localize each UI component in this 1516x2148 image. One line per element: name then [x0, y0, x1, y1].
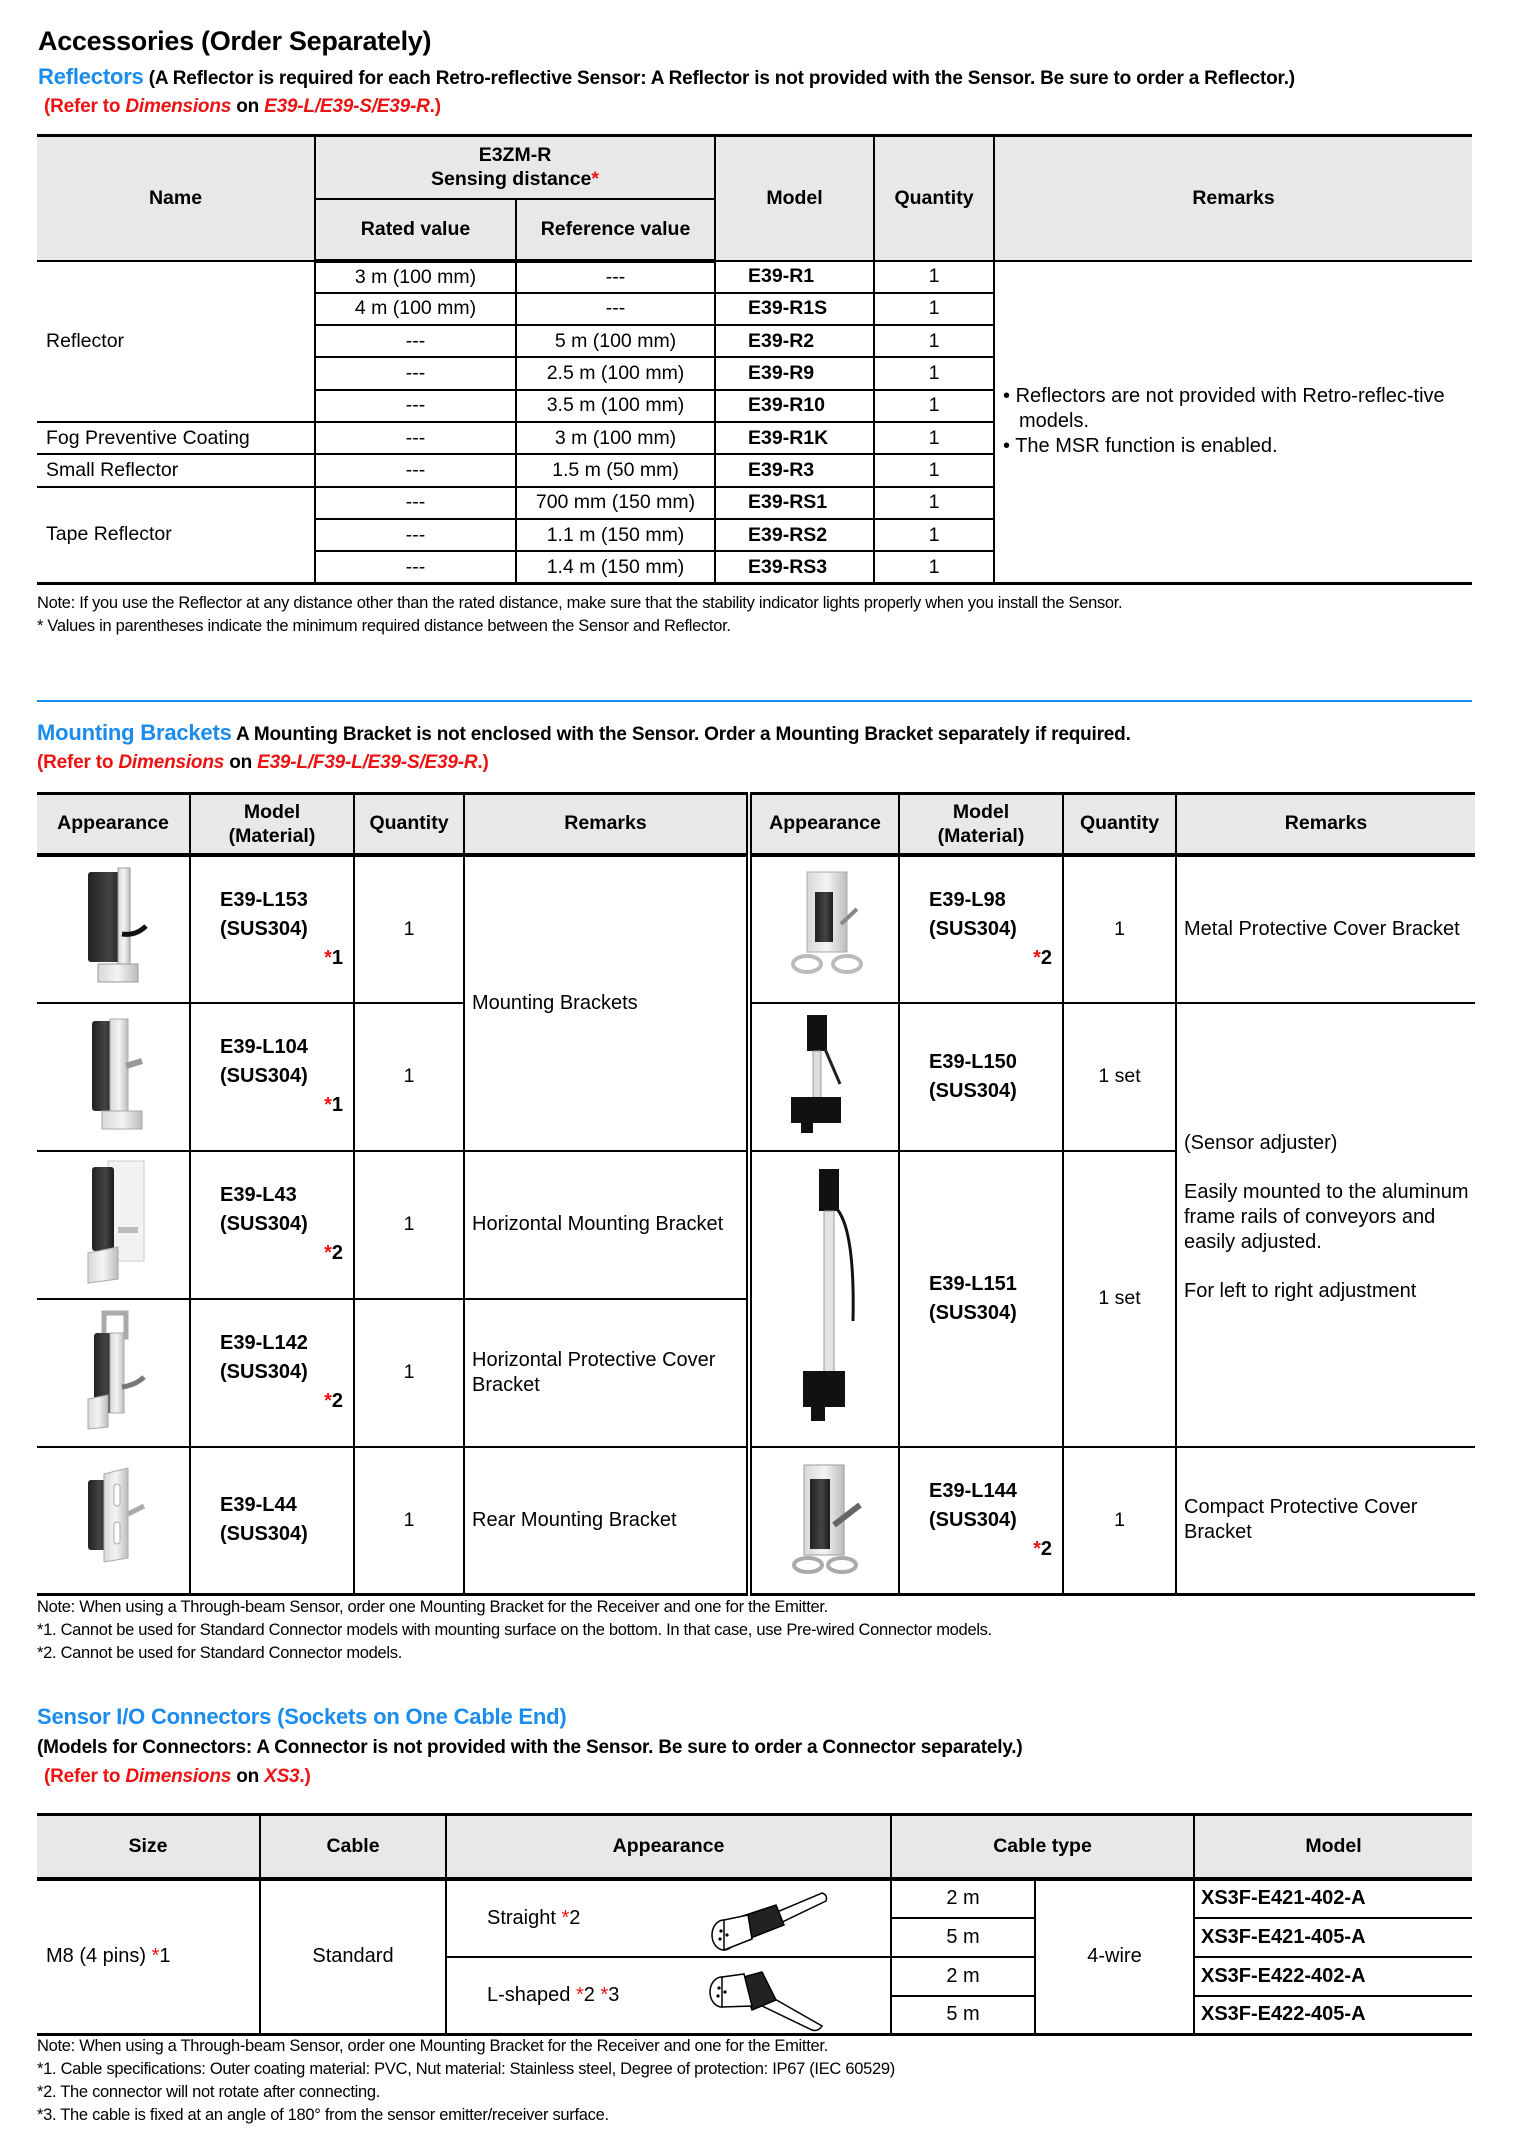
- rated-cell: ---: [315, 487, 516, 519]
- note-line: *2. The connector will not rotate after connecting.: [37, 2083, 381, 2101]
- reference-cell: 2.5 m (100 mm): [516, 357, 715, 389]
- appearance-cell: [749, 1151, 899, 1447]
- model-cell: [899, 855, 1063, 1003]
- refer-target-link[interactable]: E39-L/F39-L/E39-S/E39-R: [257, 752, 478, 773]
- rated-cell: ---: [315, 357, 516, 389]
- model-cell: XS3F-E421-402-A: [1194, 1879, 1472, 1918]
- header-model: Model: [243, 800, 301, 823]
- qty-cell: 1: [354, 855, 464, 1003]
- brackets-heading: Mounting Brackets: [37, 720, 232, 745]
- material: (SUS304): [929, 1301, 1017, 1324]
- model-cell: E39-R10: [715, 390, 874, 422]
- header-sensing-distance: [315, 136, 715, 199]
- refer-prefix: (Refer to: [37, 752, 119, 773]
- footnote-ref: *2: [324, 1242, 343, 1264]
- material: (SUS304): [929, 917, 1017, 940]
- model-cell: E39-R9: [715, 357, 874, 389]
- qty-cell: 1: [874, 454, 994, 486]
- model-cell: E39-RS3: [715, 551, 874, 583]
- sensor-adjuster-photo-l150-icon: [785, 1009, 865, 1139]
- model-cell: E39-RS2: [715, 519, 874, 551]
- model-number: E39-L153: [220, 888, 308, 911]
- qty-cell: 1 set: [1063, 1151, 1176, 1447]
- header-quantity: Quantity: [1063, 794, 1176, 855]
- appearance-cell: [37, 1003, 190, 1151]
- material: (SUS304): [220, 1523, 308, 1546]
- header-quantity: Quantity: [874, 136, 994, 261]
- refer-target-link[interactable]: E39-L/E39-S/E39-R: [264, 96, 430, 117]
- note-line: *2. Cannot be used for Standard Connector models.: [37, 1644, 403, 1662]
- note-line: Note: When using a Through-beam Sensor, order one Mounting Bracket for the Receiver and one for the Emitter.: [37, 1598, 828, 1616]
- model-number: E39-L151: [929, 1272, 1017, 1295]
- model-cell: [190, 1299, 354, 1447]
- header-material: (Material): [228, 824, 316, 847]
- bracket-photo-l43-icon: [78, 1157, 148, 1287]
- size-value: M8 (4 pins): [46, 1945, 152, 1968]
- header-model: Model: [715, 136, 874, 261]
- note-line: Note: When using a Through-beam Sensor, order one Mounting Bracket for the Receiver and one for the Emitter.: [37, 2037, 828, 2055]
- model-number: E39-L150: [929, 1050, 1017, 1073]
- footnote-ref: *1: [324, 946, 343, 969]
- model-cell: E39-R2: [715, 325, 874, 357]
- size-cell: M8 (4 pins) *1: [37, 1879, 260, 2035]
- reference-cell: 3.5 m (100 mm): [516, 390, 715, 422]
- qty-cell: 1: [874, 357, 994, 389]
- bracket-photo-l142-icon: [78, 1307, 148, 1432]
- model-cell: XS3F-E421-405-A: [1194, 1918, 1472, 1957]
- header-remarks: Remarks: [464, 794, 749, 855]
- model-number: E39-L142: [220, 1332, 308, 1354]
- model-number: E39-L44: [220, 1494, 297, 1517]
- model-cell: XS3F-E422-402-A: [1194, 1957, 1472, 1996]
- header-quantity: Quantity: [354, 794, 464, 855]
- header-sensing-label: Sensing distance: [431, 168, 592, 191]
- model-cell: [899, 1003, 1063, 1151]
- appearance-cell: [37, 855, 190, 1003]
- header-model: Model: [952, 800, 1010, 823]
- header-model-material: [190, 794, 354, 855]
- qty-cell: 1: [874, 325, 994, 357]
- qty-cell: 1: [1063, 855, 1176, 1003]
- header-cable: Cable: [260, 1815, 446, 1879]
- remarks-cell: Mounting Brackets: [464, 855, 749, 1151]
- refer-suffix: .): [299, 1766, 311, 1787]
- model-cell: E39-R1S: [715, 293, 874, 325]
- qty-cell: 1: [1063, 1447, 1176, 1595]
- material: (SUS304): [929, 1508, 1017, 1531]
- reference-cell: 3 m (100 mm): [516, 422, 715, 454]
- header-remarks: Remarks: [1176, 794, 1475, 855]
- wire-cell: 4-wire: [1035, 1879, 1194, 2035]
- header-name: Name: [37, 136, 315, 261]
- refer-on: on: [224, 752, 258, 773]
- model-cell: [190, 1003, 354, 1151]
- qty-cell: 1: [874, 519, 994, 551]
- footnote-ref: *2: [1033, 1537, 1052, 1560]
- note-line: Note: If you use the Reflector at any distance other than the rated distance, make sure that the stability indicator lights properly when you install the Sensor.: [37, 594, 1123, 612]
- footnote-ref: 2: [583, 1983, 595, 2006]
- model-number: E39-L104: [220, 1036, 308, 1058]
- header-star: *: [591, 168, 599, 191]
- brackets-notes: [37, 1596, 992, 1665]
- material: (SUS304): [220, 1065, 308, 1087]
- reference-cell: 1.5 m (50 mm): [516, 454, 715, 486]
- material: (SUS304): [220, 1361, 308, 1383]
- bracket-photo-l98-icon: [785, 864, 865, 989]
- qty-cell: 1: [874, 261, 994, 293]
- material: (SUS304): [220, 917, 308, 940]
- model-number: E39-L144: [929, 1479, 1017, 1502]
- rated-cell: ---: [315, 454, 516, 486]
- material: (SUS304): [929, 1079, 1017, 1102]
- table-row: [37, 1003, 1475, 1151]
- remark-text: The MSR function is enabled.: [1015, 435, 1278, 458]
- rated-cell: 3 m (100 mm): [315, 261, 516, 293]
- model-number: E39-L98: [929, 888, 1006, 911]
- model-cell: [190, 1447, 354, 1595]
- header-model-material: [899, 794, 1063, 855]
- refer-prefix: (Refer to: [44, 1766, 126, 1787]
- remarks-cell: Horizontal Mounting Bracket: [464, 1151, 749, 1299]
- remarks-cell: Compact Protective Cover Bracket: [1176, 1447, 1475, 1595]
- remarks-cell: Horizontal Protective Cover Bracket: [464, 1299, 749, 1447]
- length-cell: 2 m: [891, 1957, 1035, 1996]
- footnote-ref: *2: [324, 1390, 343, 1412]
- table-row: [37, 1879, 1472, 1918]
- reference-cell: ---: [516, 261, 715, 293]
- note-line: *3. The cable is fixed at an angle of 180° from the sensor emitter/receiver surface.: [37, 2106, 609, 2124]
- appearance-cell: [37, 1151, 190, 1299]
- qty-cell: 1 set: [1063, 1003, 1176, 1151]
- qty-cell: 1: [874, 422, 994, 454]
- note-line: *1. Cable specifications: Outer coating material: PVC, Nut material: Stainless steel, Degree of protection: IP67 (IEC 60529): [37, 2060, 895, 2078]
- remark-text: Reflectors are not provided with Retro-reflec-tive models.: [1015, 385, 1445, 433]
- name-cell: Reflector: [37, 261, 315, 422]
- model-cell: [190, 1151, 354, 1299]
- reflectors-heading: Reflectors: [38, 64, 144, 89]
- appearance-cell: Straight *2: [446, 1879, 891, 1957]
- refer-suffix: .): [429, 96, 441, 117]
- model-cell: E39-R1K: [715, 422, 874, 454]
- header-remarks: Remarks: [994, 136, 1472, 261]
- connectors-table: [37, 1813, 1472, 2036]
- appearance-cell: [749, 855, 899, 1003]
- header-model: Model: [1194, 1815, 1472, 1879]
- type-label: L-shaped: [487, 1983, 576, 2006]
- header-material: (Material): [937, 824, 1025, 847]
- bracket-photo-l44-icon: [78, 1462, 148, 1572]
- remarks-cell: Rear Mounting Bracket: [464, 1447, 749, 1595]
- qty-cell: 1: [354, 1003, 464, 1151]
- refer-target-link[interactable]: XS3: [264, 1766, 300, 1787]
- reflectors-subheading: [38, 64, 1295, 90]
- remarks-cell: Metal Protective Cover Bracket: [1176, 855, 1475, 1003]
- note-line: *1. Cannot be used for Standard Connector models with mounting surface on the bottom. In that case, use Pre-wired Connector models.: [37, 1621, 992, 1639]
- remarks-cell: [994, 261, 1472, 584]
- length-cell: 5 m: [891, 1996, 1035, 2035]
- brackets-description: A Mounting Bracket is not enclosed with the Sensor. Order a Mounting Bracket separately if required.: [236, 724, 1131, 745]
- reflectors-refer: [44, 96, 441, 118]
- refer-on: on: [231, 1766, 265, 1787]
- refer-dimensions: Dimensions: [125, 96, 232, 117]
- table-row: [37, 855, 1475, 1003]
- refer-suffix: .): [477, 752, 489, 773]
- adjuster-body: Easily mounted to the aluminum frame rails of conveyors and easily adjusted.: [1184, 1180, 1469, 1253]
- reference-cell: ---: [516, 293, 715, 325]
- brackets-refer: [37, 752, 489, 774]
- length-cell: 2 m: [891, 1879, 1035, 1918]
- reference-cell: 1.1 m (150 mm): [516, 519, 715, 551]
- model-cell: E39-R1: [715, 261, 874, 293]
- header-rated-value: Rated value: [315, 199, 516, 261]
- type-label: Straight: [487, 1906, 562, 1929]
- reflectors-notes: [37, 592, 1122, 638]
- bracket-photo-l153-icon: [78, 864, 148, 989]
- adjuster-direction: For left to right adjustment: [1184, 1279, 1417, 1302]
- rated-cell: ---: [315, 390, 516, 422]
- connectors-notes: [37, 2035, 895, 2127]
- reflectors-description: (A Reflector is required for each Retro-reflective Sensor: A Reflector is not provided with the Sensor. Be sure to order a Reflector.): [148, 68, 1295, 89]
- reflectors-table: [37, 134, 1472, 585]
- cable-cell: Standard: [260, 1879, 446, 2035]
- appearance-cell: L-shaped *2 *3: [446, 1957, 891, 2035]
- qty-cell: 1: [874, 487, 994, 519]
- appearance-cell: [37, 1447, 190, 1595]
- page-title: Accessories (Order Separately): [38, 26, 432, 56]
- rated-cell: ---: [315, 325, 516, 357]
- section-divider: [37, 700, 1472, 702]
- remark-item: • The MSR function is enabled.: [1003, 435, 1278, 458]
- footnote-ref: *1: [324, 1094, 343, 1116]
- reference-cell: 1.4 m (150 mm): [516, 551, 715, 583]
- name-cell: Tape Reflector: [37, 487, 315, 584]
- connectors-description: (Models for Connectors: A Connector is not provided with the Sensor. Be sure to order a Connector separately.): [37, 1737, 1023, 1758]
- rated-cell: ---: [315, 422, 516, 454]
- adjuster-title: (Sensor adjuster): [1184, 1131, 1338, 1154]
- straight-connector-icon: [700, 1887, 830, 1953]
- qty-cell: 1: [354, 1447, 464, 1595]
- brackets-subheading: [37, 720, 1131, 746]
- header-appearance: Appearance: [446, 1815, 891, 1879]
- footnote-ref: 1: [159, 1945, 171, 1968]
- header-size: Size: [37, 1815, 260, 1879]
- header-reference-value: Reference value: [516, 199, 715, 261]
- remark-item: • Reflectors are not provided with Retro-reflec-tive models.: [1003, 385, 1445, 433]
- appearance-cell: [37, 1299, 190, 1447]
- note-line: * Values in parentheses indicate the minimum required distance between the Sensor and Reflector.: [37, 617, 731, 635]
- model-cell: XS3F-E422-405-A: [1194, 1996, 1472, 2035]
- l-shaped-connector-icon: [700, 1964, 830, 2034]
- rated-cell: ---: [315, 551, 516, 583]
- header-cable-type: Cable type: [891, 1815, 1194, 1879]
- reference-cell: 5 m (100 mm): [516, 325, 715, 357]
- name-cell: Fog Preventive Coating: [37, 422, 315, 454]
- footnote-ref: 3: [608, 1983, 620, 2006]
- header-appearance: Appearance: [749, 794, 899, 855]
- brackets-table: [37, 792, 1475, 1596]
- qty-cell: 1: [354, 1151, 464, 1299]
- connectors-heading: Sensor I/O Connectors (Sockets on One Cable End): [37, 1704, 567, 1729]
- rated-cell: ---: [315, 519, 516, 551]
- bracket-photo-l104-icon: [78, 1011, 148, 1136]
- model-cell: E39-R3: [715, 454, 874, 486]
- qty-cell: 1: [874, 390, 994, 422]
- remarks-cell: [1176, 1003, 1475, 1447]
- model-cell: [899, 1447, 1063, 1595]
- qty-cell: 1: [874, 293, 994, 325]
- table-row: [37, 1447, 1475, 1595]
- material: (SUS304): [220, 1213, 308, 1235]
- refer-dimensions: Dimensions: [125, 1766, 232, 1787]
- model-number: E39-L43: [220, 1184, 297, 1206]
- connectors-refer: [44, 1766, 311, 1788]
- model-cell: E39-RS1: [715, 487, 874, 519]
- model-cell: [899, 1151, 1063, 1447]
- qty-cell: 1: [354, 1299, 464, 1447]
- appearance-cell: [749, 1003, 899, 1151]
- bracket-photo-l144-icon: [780, 1455, 870, 1580]
- refer-on: on: [231, 96, 265, 117]
- qty-cell: 1: [874, 551, 994, 583]
- refer-prefix: (Refer to: [44, 96, 126, 117]
- appearance-cell: [749, 1447, 899, 1595]
- sensor-adjuster-photo-l151-icon: [785, 1161, 865, 1431]
- rated-cell: 4 m (100 mm): [315, 293, 516, 325]
- refer-dimensions: Dimensions: [118, 752, 225, 773]
- length-cell: 5 m: [891, 1918, 1035, 1957]
- model-cell: [190, 855, 354, 1003]
- reference-cell: 700 mm (150 mm): [516, 487, 715, 519]
- name-cell: Small Reflector: [37, 454, 315, 486]
- header-appearance: Appearance: [37, 794, 190, 855]
- header-sensor-model: E3ZM-R: [478, 144, 552, 167]
- footnote-ref: 2: [569, 1906, 581, 1929]
- table-row: [37, 261, 1472, 293]
- footnote-ref: *2: [1033, 946, 1052, 969]
